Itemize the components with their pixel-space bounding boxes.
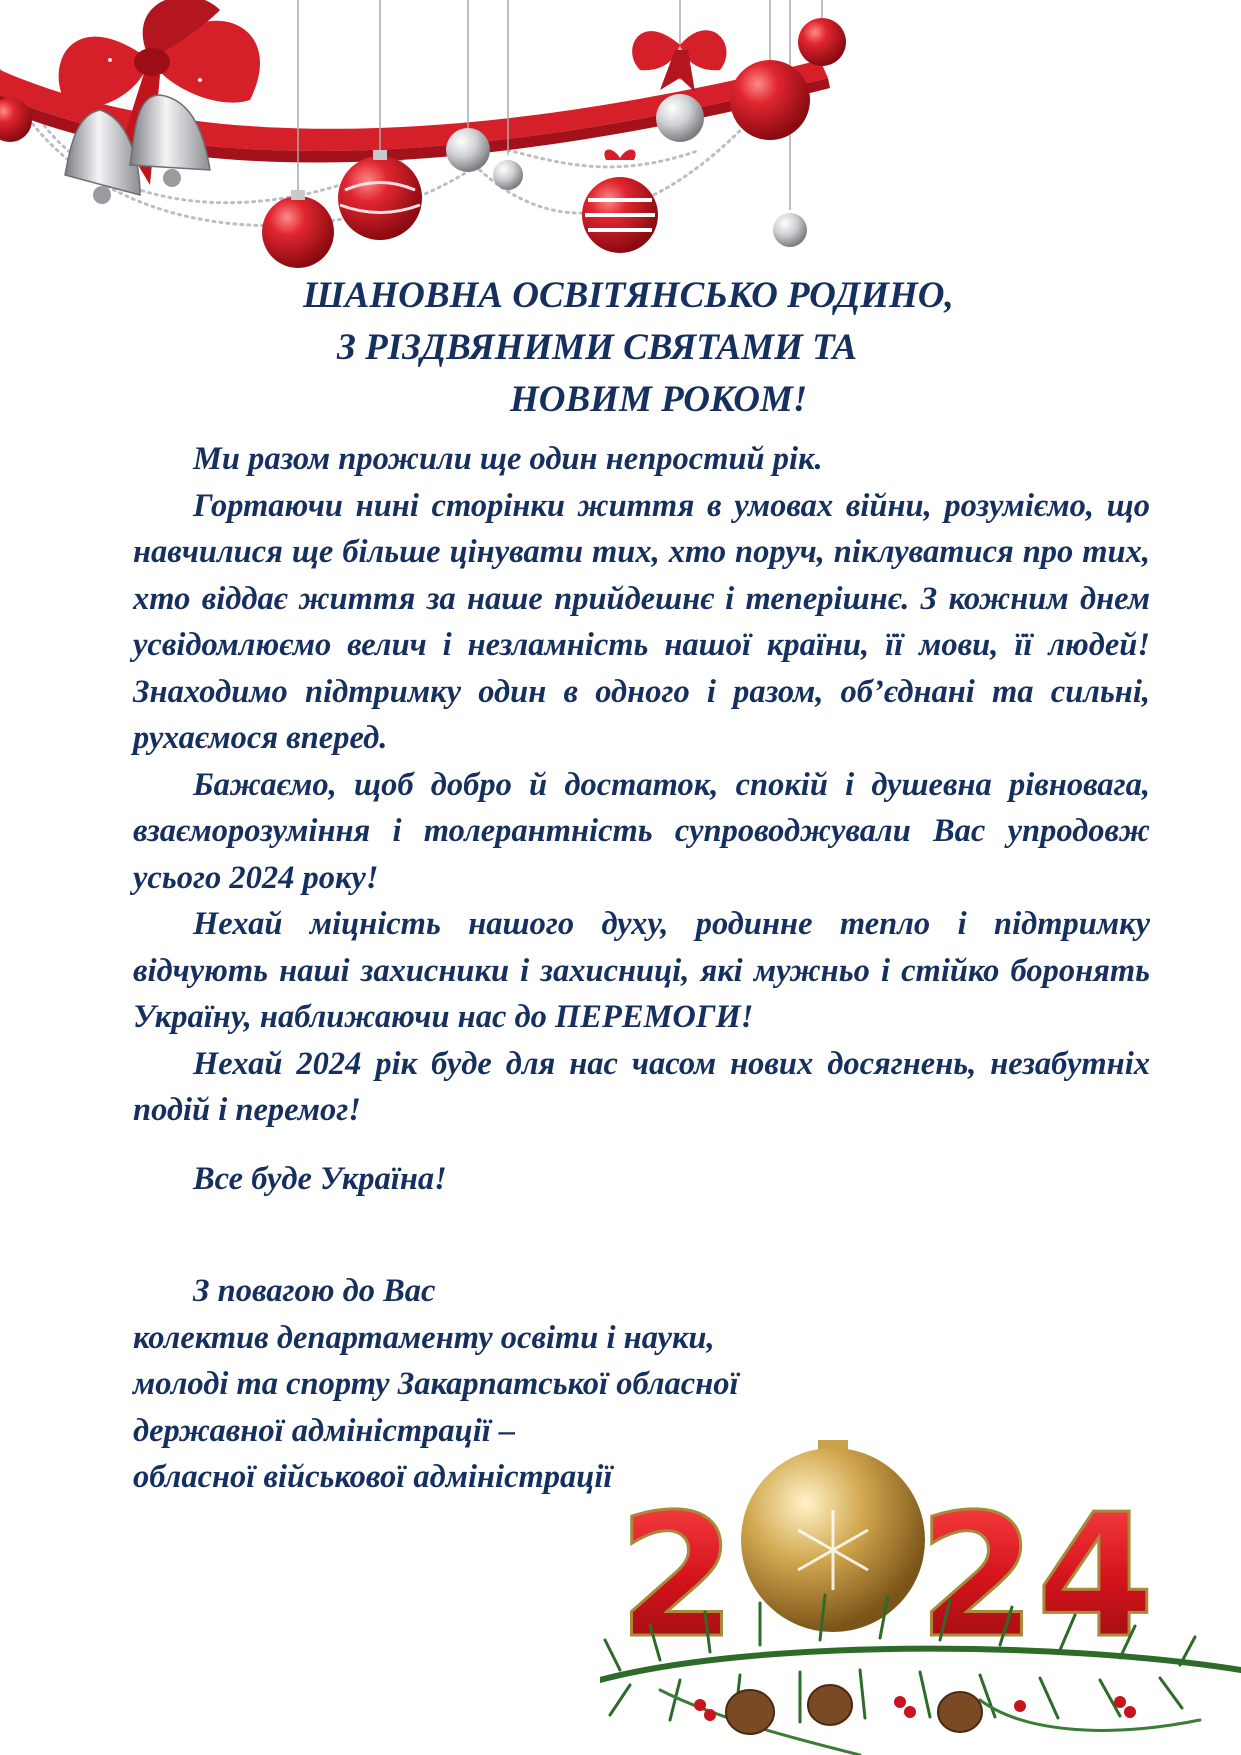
gold-bauble-icon — [741, 1440, 925, 1632]
signature-line-5: обласної військової адміністрації — [133, 1459, 613, 1495]
title-line-1: ШАНОВНА ОСВІТЯНСЬКО РОДИНО, — [303, 275, 954, 316]
pinecone-icon — [726, 1685, 982, 1734]
title-line-3: НОВИМ РОКОМ! — [510, 379, 808, 420]
closing-line: Все буде Україна! — [193, 1160, 447, 1197]
paragraph: Нехай 2024 рік буде для нас часом нових досягнень, незабутніх подій і перемог! — [133, 1045, 1150, 1128]
year-digit-2: 2 — [618, 1478, 737, 1676]
year-2024-decoration — [600, 1440, 1241, 1755]
top-christmas-decoration — [0, 0, 880, 275]
paragraph: Бажаємо, щоб добро й достаток, спокій і душевна рівновага, взаєморозуміння і толерантність супроводжували Вас упродовж усього 2024 року! — [133, 766, 1150, 896]
paragraph: Гортаючи нині сторінки життя в умовах війни, розуміємо, що навчилися ще більше цінувати тих, хто поруч, піклуватися про тих, хто віддає життя за наше прийдешнє і теперішнє. З кожним днем усвідомлюємо велич і незламність нашої країни, її мови, її людей! Знаходимо підтримку один в одного і разом, об’єднані та сильні, рухаємося вперед. — [133, 487, 1150, 756]
letter-body — [133, 436, 1150, 1202]
title-line-2: З РІЗДВЯНИМИ СВЯТАМИ ТА — [337, 327, 858, 368]
signature-line-4: державної адміністрації – — [133, 1412, 516, 1449]
paragraph: Нехай міцність нашого духу, родинне тепло і підтримку відчують наші захисники і захисниці, які мужньо і стійко боронять Україну, наближаючи нас до ПЕРЕМОГИ! — [133, 906, 1150, 1035]
signature-line-3: молоді та спорту Закарпатської обласної — [133, 1366, 739, 1402]
signature-line-1: З повагою до Вас — [193, 1273, 436, 1309]
year-digits-24: 24 — [918, 1478, 1155, 1676]
paragraph: Ми разом прожили ще один непростий рік. — [193, 441, 823, 477]
signature-line-2: колектив департаменту освіти і науки, — [133, 1319, 715, 1356]
